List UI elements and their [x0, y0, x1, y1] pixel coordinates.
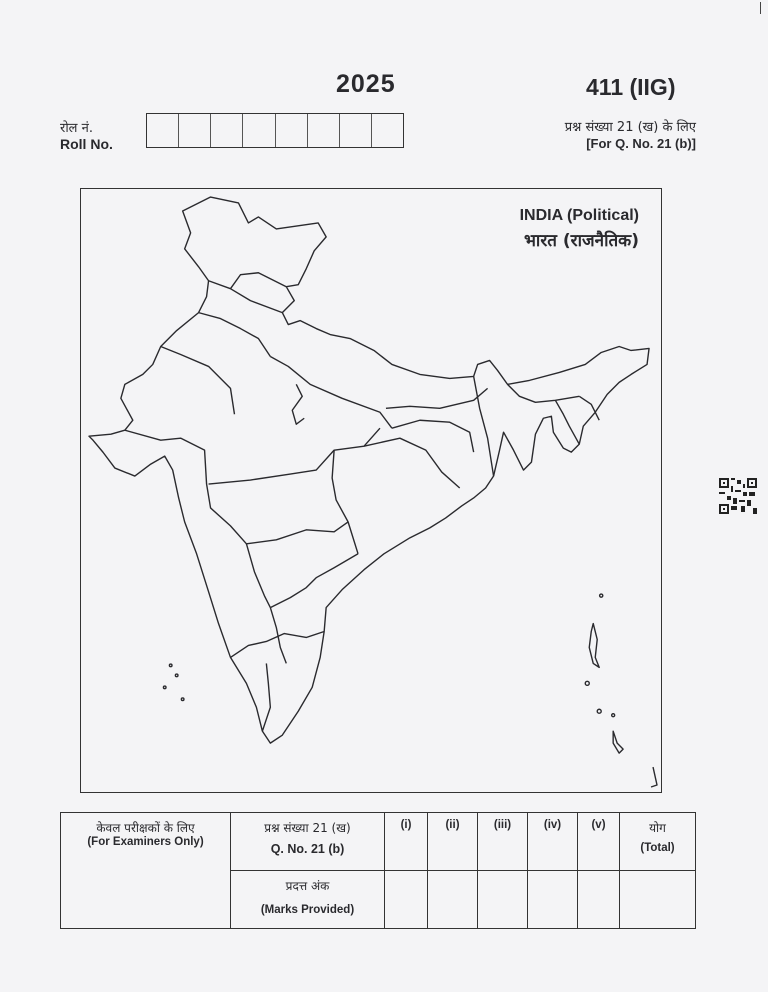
- roll-number-boxes[interactable]: [146, 113, 404, 148]
- table-row: [61, 813, 696, 871]
- qr-code-icon: [719, 478, 757, 514]
- marks-cell-v[interactable]: [578, 871, 620, 929]
- examiner-marks-table: [60, 812, 696, 929]
- total-label-hindi: योग: [649, 821, 666, 835]
- marks-cell-iii[interactable]: [478, 871, 528, 929]
- marks-provided-cell: [231, 871, 385, 929]
- state-border: [207, 484, 349, 544]
- state-border: [246, 544, 270, 608]
- andaman-islands: [589, 624, 599, 668]
- column-header-ii: (ii): [428, 813, 478, 871]
- marks-cell-iv[interactable]: [528, 871, 578, 929]
- marks-cell-i[interactable]: [385, 871, 428, 929]
- island-dot: [600, 594, 603, 597]
- island-dot: [612, 714, 615, 717]
- examiners-label-english: (For Examiners Only): [87, 836, 204, 848]
- map-title: [520, 207, 639, 251]
- lakshadweep-dot: [181, 698, 184, 701]
- marks-cell-total[interactable]: [620, 871, 696, 929]
- question-number-cell: [231, 813, 385, 871]
- india-mainland-border: [89, 197, 649, 743]
- roll-label-hindi: रोल नं.: [60, 121, 93, 136]
- question-number-hindi: प्रश्न संख्या 21 (ख): [264, 821, 351, 835]
- roll-digit-box[interactable]: [308, 114, 340, 147]
- state-border: [579, 396, 599, 420]
- marks-provided-hindi: प्रदत्त अंक: [285, 879, 330, 893]
- state-border: [270, 608, 286, 664]
- examiners-only-cell: [61, 813, 231, 929]
- map-title-english: INDIA (Political): [519, 207, 639, 224]
- exam-year: 2025: [336, 70, 396, 98]
- column-header-iii: (iii): [478, 813, 528, 871]
- state-border: [209, 281, 283, 313]
- state-border: [292, 384, 304, 424]
- state-border: [262, 663, 270, 731]
- column-header-i: (i): [385, 813, 428, 871]
- column-header-iv: (iv): [528, 813, 578, 871]
- map-corner-mark: [651, 767, 657, 787]
- state-border: [508, 384, 580, 402]
- question-label-english: [For Q. No. 21 (b)]: [586, 136, 696, 151]
- question-number-english: Q. No. 21 (b): [270, 842, 345, 856]
- state-border: [392, 420, 474, 452]
- state-border: [332, 450, 358, 554]
- marks-provided-english: (Marks Provided): [260, 904, 355, 916]
- roll-label-english: Roll No.: [60, 136, 113, 152]
- state-border: [230, 273, 286, 289]
- india-map-outline: [81, 189, 661, 792]
- examiners-label-hindi: केवल परीक्षकों के लिए: [96, 821, 195, 835]
- island-dot: [597, 709, 601, 713]
- roll-digit-box[interactable]: [276, 114, 308, 147]
- column-header-v: (v): [578, 813, 620, 871]
- total-header-cell: [620, 813, 696, 871]
- state-border: [555, 400, 579, 444]
- roll-digit-box[interactable]: [179, 114, 211, 147]
- roll-digit-box[interactable]: [147, 114, 179, 147]
- roll-digit-box[interactable]: [211, 114, 243, 147]
- state-border: [270, 356, 392, 428]
- paper-code: 411 (IIG): [586, 74, 676, 100]
- state-border: [364, 438, 460, 488]
- state-border: [270, 554, 358, 608]
- roll-digit-box[interactable]: [243, 114, 275, 147]
- state-border: [199, 313, 271, 357]
- island-dot: [585, 681, 589, 685]
- india-map-frame: [80, 188, 662, 793]
- state-border: [161, 346, 235, 414]
- marks-cell-ii[interactable]: [428, 871, 478, 929]
- page-edge-mark: [760, 2, 761, 14]
- lakshadweep-dot: [175, 674, 178, 677]
- question-label-hindi: प्रश्न संख्या 21 (ख) के लिए: [564, 120, 696, 135]
- lakshadweep-dot: [163, 686, 166, 689]
- roll-digit-box[interactable]: [340, 114, 372, 147]
- total-label-english: (Total): [640, 842, 675, 854]
- nicobar-islands: [613, 731, 623, 753]
- state-border: [209, 428, 380, 484]
- state-border: [386, 388, 488, 408]
- roll-digit-box[interactable]: [372, 114, 403, 147]
- lakshadweep-dot: [169, 664, 172, 667]
- map-title-hindi: भारत (राजनैतिक): [523, 231, 639, 251]
